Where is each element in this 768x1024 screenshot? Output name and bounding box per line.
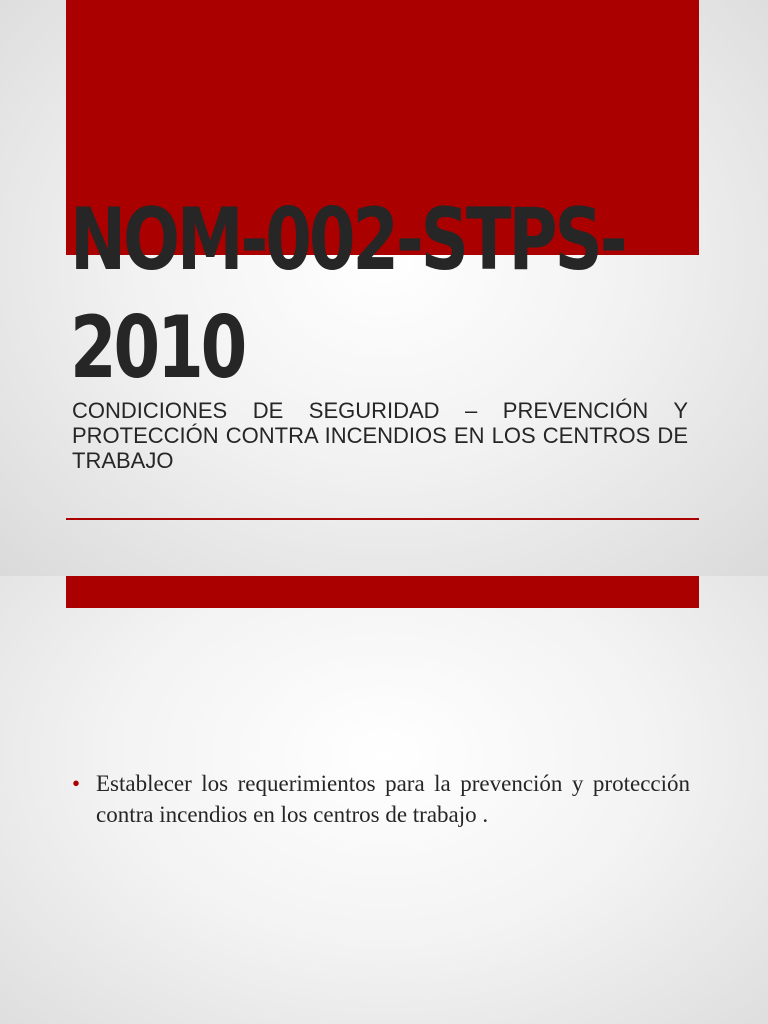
title-line-1: NOM-002-STPS- [70, 190, 625, 290]
content-slide [0, 576, 768, 1024]
title-line-2: 2010 [70, 298, 245, 398]
bullet-text: Establecer los requerimientos para la prevención y protección contra incendios en los centros de trabajo . [96, 771, 690, 827]
bullet-list [72, 768, 690, 830]
bullet-icon: • [72, 771, 81, 796]
bullet-item [72, 768, 690, 830]
slide-subtitle: CONDICIONES DE SEGURIDAD – PREVENCIÓN Y PROTECCIÓN CONTRA INCENDIOS EN LOS CENTROS DE TRABAJO [72, 398, 688, 473]
red-divider-line [66, 518, 699, 520]
slide-title [70, 186, 710, 402]
red-header-strip [66, 576, 699, 608]
